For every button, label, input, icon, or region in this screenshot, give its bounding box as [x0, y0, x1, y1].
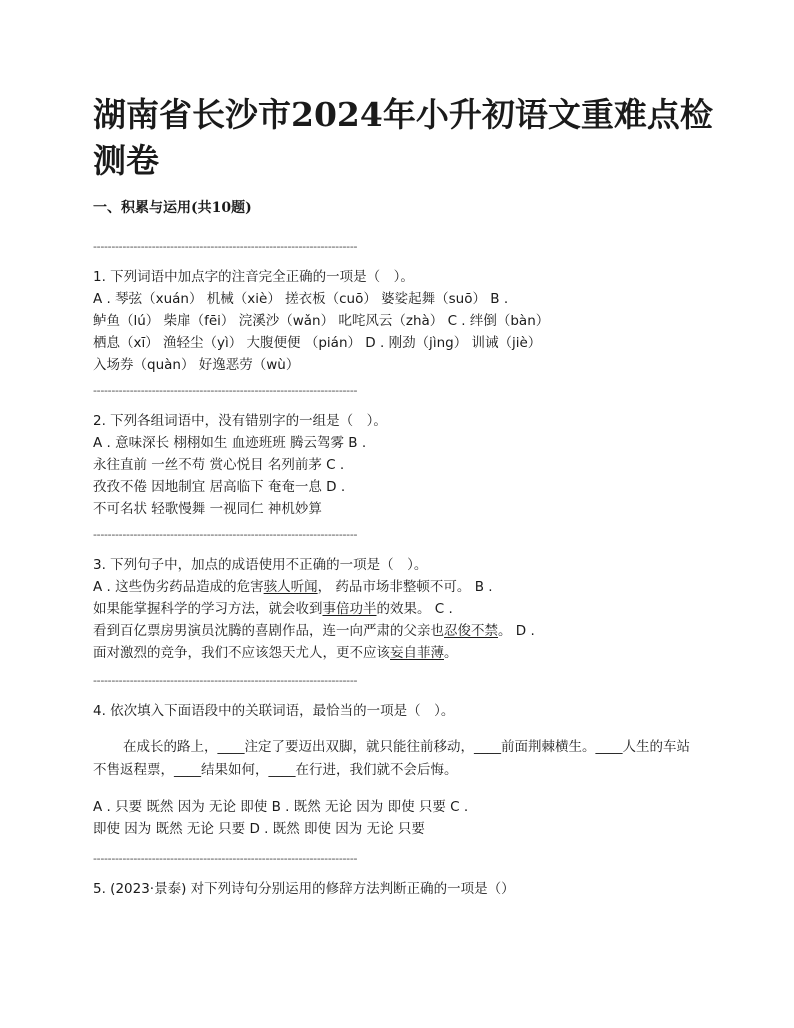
question-1: [93, 240, 708, 376]
option-text: 。 D .: [498, 623, 535, 639]
option-line: 栖息（xī） 渔轻尘（yì） 大腹便便 （pián） D . 刚劲（jìng） 训诫（jiè）: [93, 335, 542, 351]
option-line: [93, 598, 708, 620]
option-line: 不可名状 轻歌慢舞 一视同仁 神机妙算: [93, 501, 322, 517]
option-line: [93, 576, 708, 598]
option-line: 永往直前 一丝不苟 赏心悦目 名列前茅 C .: [93, 457, 345, 473]
question-stem: 4. 依次填入下面语段中的关联词语，最恰当的一项是（ ）。: [93, 703, 455, 719]
option-line: 孜孜不倦 因地制宜 居高临下 奄奄一息 D .: [93, 479, 346, 495]
divider-line: ------------------------------------------------------------------------: [93, 528, 358, 541]
question-5: [93, 852, 708, 900]
option-line: 鲈鱼（lú） 柴扉（fēi） 浣溪沙（wǎn） 叱咤风云（zhà） C . 绊倒（bàn）: [93, 313, 550, 329]
option-text: A . 这些伪劣药品造成的危害: [93, 579, 264, 595]
divider-line: ------------------------------------------------------------------------: [93, 674, 358, 687]
option-text: ， 药品市场非整顿不可。 B .: [317, 579, 493, 595]
question-4: [93, 674, 708, 840]
underlined-idiom: 忍俊不禁: [444, 623, 498, 639]
underlined-idiom: 骇人听闻: [263, 579, 318, 595]
option-line: [93, 642, 708, 664]
divider-line: ------------------------------------------------------------------------: [93, 852, 358, 865]
option-line: A . 琴弦（xuán） 机械（xiè） 搓衣板（cuō） 婆娑起舞（suō） B .: [93, 291, 509, 307]
question-2: [93, 384, 708, 520]
divider-line: ------------------------------------------------------------------------: [93, 240, 358, 253]
option-text: 。: [444, 645, 458, 661]
option-text: 的效果。 C .: [376, 601, 453, 617]
underlined-idiom: 妄自菲薄: [390, 645, 444, 661]
question-passage: 在成长的路上，____注定了要迈出双脚，就只能往前移动，____前面荆棘横生。____人生的车站不售返程票，____结果如何，____在行进，我们就不会后悔。: [93, 739, 690, 778]
option-text: 如果能掌握科学的学习方法，就会收到: [93, 601, 323, 617]
option-line: A . 意味深长 栩栩如生 血迹班班 腾云驾雾 B .: [93, 435, 367, 451]
option-line: 即使 因为 既然 无论 只要 D . 既然 即使 因为 无论 只要: [93, 821, 425, 837]
option-line: [93, 620, 708, 642]
option-line: A . 只要 既然 因为 无论 即使 B . 既然 无论 因为 即使 只要 C .: [93, 799, 469, 815]
question-stem: 3. 下列句子中，加点的成语使用不正确的一项是（ ）。: [93, 557, 428, 573]
option-text: 面对激烈的竞争，我们不应该怨天尤人，更不应该: [93, 645, 390, 661]
option-line: 入场券（quàn） 好逸恶劳（wù）: [93, 357, 300, 373]
question-3: [93, 528, 708, 664]
question-stem: 2. 下列各组词语中，没有错别字的一组是（ ）。: [93, 413, 387, 429]
question-stem: 5. (2023·景泰) 对下列诗句分别运用的修辞方法判断正确的一项是（）: [93, 881, 515, 897]
underlined-idiom: 事倍功半: [322, 601, 377, 617]
option-text: 看到百亿票房男演员沈腾的喜剧作品，连一向严肃的父亲也: [93, 623, 444, 639]
page-title: 湖南省长沙市2024年小升初语文重难点检测卷: [93, 95, 713, 180]
section-heading: 一、积累与运用(共10题): [93, 200, 252, 216]
divider-line: ------------------------------------------------------------------------: [93, 384, 358, 397]
question-stem: 1. 下列词语中加点字的注音完全正确的一项是（ ）。: [93, 269, 414, 285]
